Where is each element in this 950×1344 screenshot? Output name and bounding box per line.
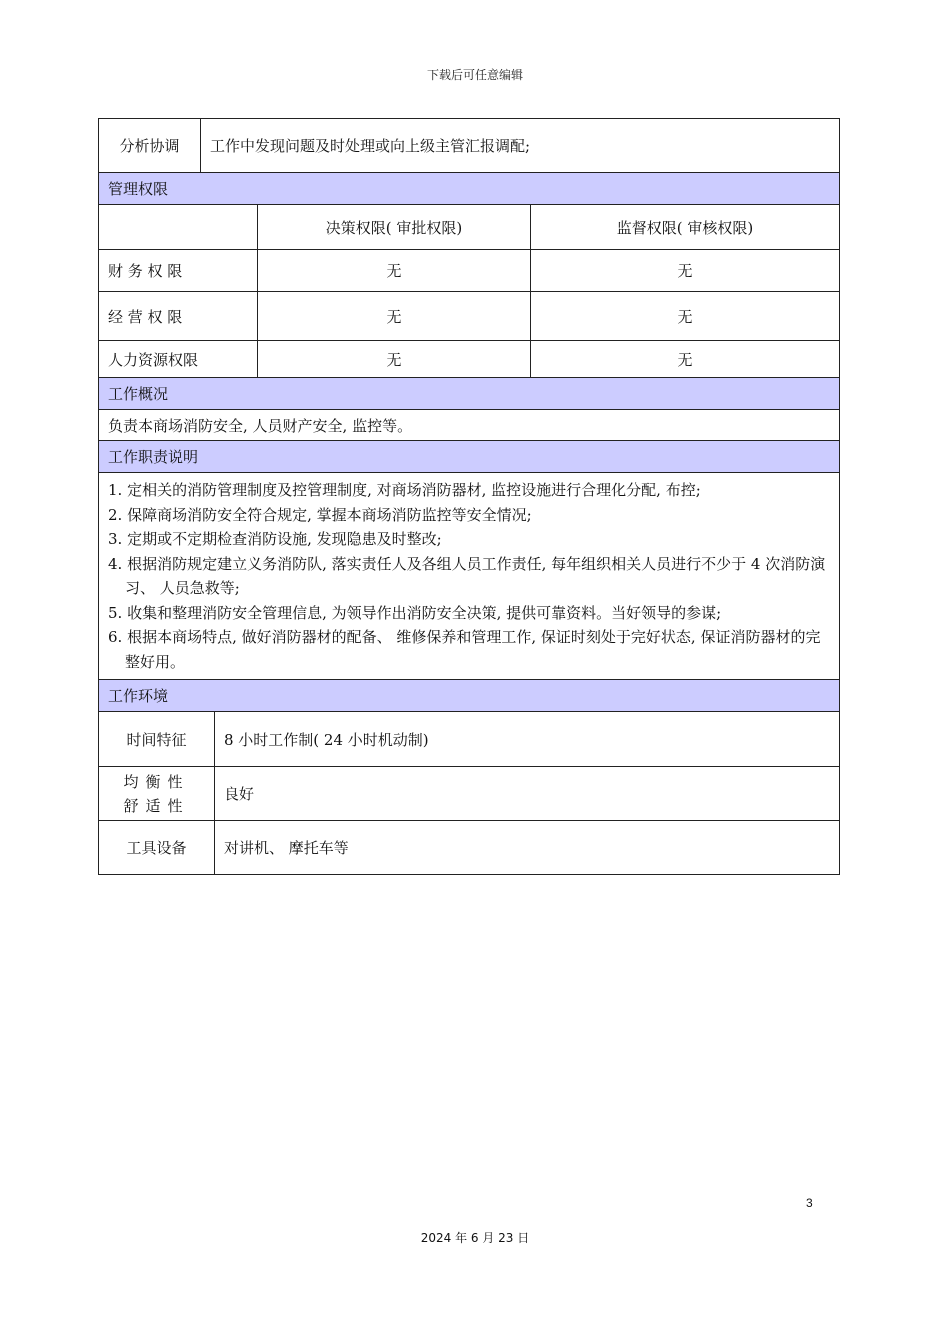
- authority-header-blank: [99, 205, 257, 249]
- duty-item: 3. 定期或不定期检查消防设施, 发现隐患及时整改;: [108, 530, 442, 548]
- authority-row-decision: 无: [257, 341, 530, 377]
- overview-text: 负责本商场消防安全, 人员财产安全, 监控等。: [108, 416, 413, 435]
- job-description-table: [98, 118, 840, 875]
- authority-row: [99, 292, 839, 341]
- duties-list: [99, 473, 839, 679]
- section-duties-title: 工作职责说明: [108, 448, 199, 466]
- authority-row-supervision: 无: [530, 250, 839, 291]
- authority-row-label: 经 营 权 限: [108, 307, 183, 326]
- authority-row-supervision: 无: [530, 341, 839, 377]
- section-environment-title: 工作环境: [108, 687, 169, 705]
- overview-row: [99, 410, 839, 441]
- duties-row: [99, 473, 839, 680]
- section-overview: [99, 378, 839, 410]
- coordination-label: 分析协调: [119, 137, 180, 155]
- footer-date: 2024 年 6 月 23 日: [420, 1231, 530, 1245]
- duty-item: 1. 定相关的消防管理制度及控管理制度, 对商场消防器材, 监控设施进行合理化分配, 布控;: [108, 481, 701, 499]
- section-environment: [99, 680, 839, 712]
- authority-row: [99, 250, 839, 292]
- authority-col-decision: 决策权限( 审批权限): [257, 205, 530, 249]
- authority-row-label: 财 务 权 限: [108, 262, 183, 280]
- authority-row-decision: 无: [257, 250, 530, 291]
- section-overview-title: 工作概况: [108, 385, 169, 403]
- section-duties: [99, 441, 839, 473]
- env-balance-label-line1: 均衡性: [123, 772, 190, 791]
- authority-row-supervision: 无: [530, 292, 839, 340]
- env-tools-label: 工具设备: [126, 839, 187, 857]
- section-authority: [99, 173, 839, 205]
- header-note: 下载后可任意编辑: [426, 68, 523, 82]
- env-time-value: 8 小时工作制( 24 小时机动制): [214, 712, 839, 766]
- authority-col-supervision: 监督权限( 审核权限): [530, 205, 839, 249]
- section-authority-title: 管理权限: [108, 180, 169, 198]
- env-time-label: 时间特征: [126, 730, 187, 749]
- env-balance-value: 良好: [214, 767, 839, 820]
- authority-row-decision: 无: [257, 292, 530, 340]
- duty-item: 5. 收集和整理消防安全管理信息, 为领导作出消防安全决策, 提供可靠资料。当好领导的参谋;: [108, 603, 722, 622]
- coordination-value: 工作中发现问题及时处理或向上级主管汇报调配;: [200, 119, 839, 172]
- duty-item: 2. 保障商场消防安全符合规定, 掌握本商场消防监控等安全情况;: [108, 505, 532, 524]
- coordination-row: [99, 119, 839, 173]
- env-balance-row: [99, 767, 839, 821]
- env-balance-label: [99, 767, 214, 820]
- env-tools-row: [99, 821, 839, 875]
- duty-item: 6. 根据本商场特点, 做好消防器材的配备、 维修保养和管理工作, 保证时刻处于完好状态, 保证消防器材的完整好用。: [108, 628, 821, 671]
- env-balance-label-line2: 舒适性: [123, 796, 190, 815]
- env-tools-value: 对讲机、 摩托车等: [214, 821, 839, 874]
- authority-row: [99, 341, 839, 378]
- authority-row-label: 人力资源权限: [108, 350, 199, 369]
- env-time-row: [99, 712, 839, 767]
- duty-item: 4. 根据消防规定建立义务消防队, 落实责任人及各组人员工作责任, 每年组织相关人员进行不少于 4 次消防演习、 人员急救等;: [108, 554, 826, 597]
- page-number: 3: [806, 1196, 813, 1210]
- authority-header-row: [99, 205, 839, 250]
